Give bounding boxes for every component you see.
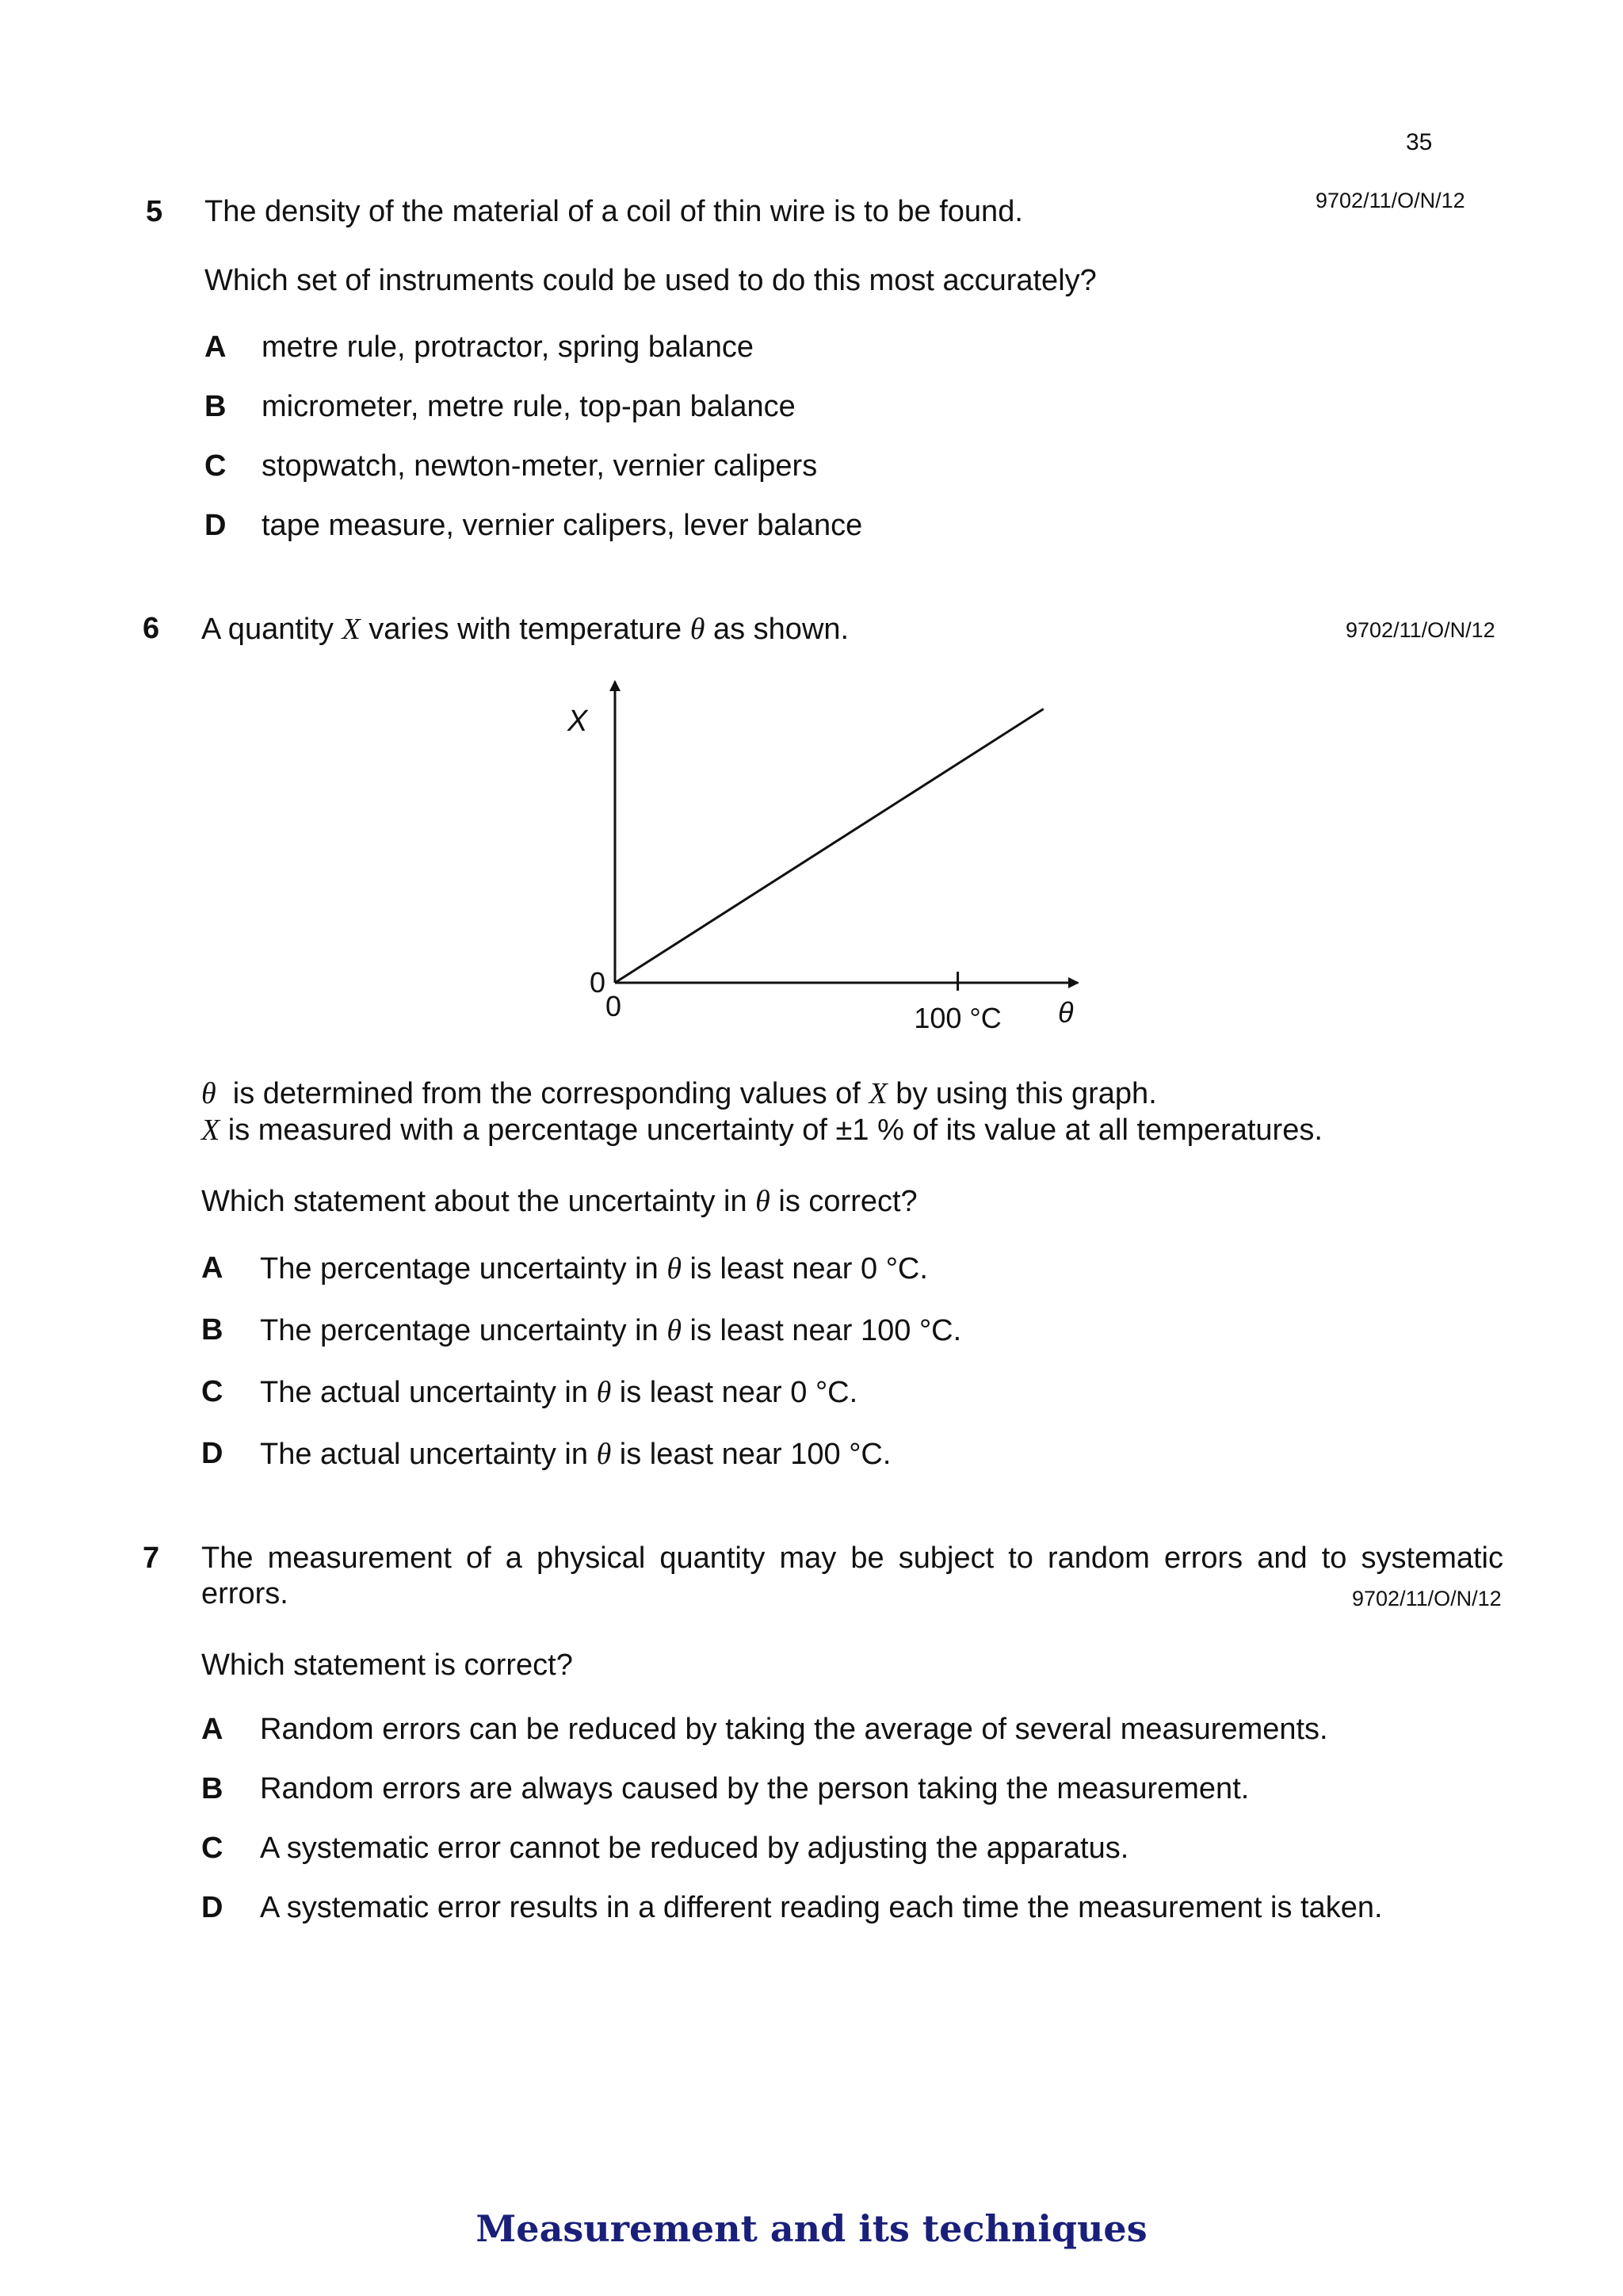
option-text: metre rule, protractor, spring balance: [262, 330, 754, 364]
x-origin-label: 0: [605, 990, 622, 1022]
option-letter: B: [201, 1772, 223, 1805]
option-text: Random errors are always caused by the person taking the measurement.: [260, 1772, 1250, 1805]
question-number: 6: [143, 612, 160, 645]
option-letter: C: [201, 1832, 223, 1865]
question-stem-line-2: errors.: [201, 1577, 288, 1610]
question-prompt: Which set of instruments could be used to do this most accurately?: [204, 264, 1097, 297]
option-letter: B: [204, 390, 227, 423]
y-axis-label: X: [567, 705, 588, 738]
option-letter: A: [201, 1713, 223, 1746]
question-stem: A quantity X varies with temperature θ as shown.: [201, 613, 850, 646]
question-stem-line-1: The measurement of a physical quantity may be subject to random errors and to systematic: [201, 1541, 1503, 1575]
option-text: The actual uncertainty in θ is least near 0 °C.: [260, 1376, 858, 1409]
question-stem: The density of the material of a coil of thin wire is to be found.: [204, 195, 1023, 228]
question-number: 5: [146, 195, 163, 228]
question-prompt: Which statement is correct?: [201, 1648, 573, 1682]
option-letter: C: [204, 449, 227, 483]
chapter-footer: Measurement and its techniques: [475, 2207, 1148, 2250]
x-tick-label: 100 °C: [914, 1002, 1002, 1034]
option-letter: B: [201, 1313, 223, 1347]
page-number: 35: [1406, 129, 1433, 155]
option-text: The percentage uncertainty in θ is least near 100 °C.: [260, 1314, 962, 1347]
option-letter: D: [204, 509, 227, 542]
paper-reference: 9702/11/O/N/12: [1346, 618, 1495, 642]
x-axis-label: θ: [1058, 996, 1074, 1029]
option-text: stopwatch, newton-meter, vernier calipers: [262, 449, 818, 483]
x-theta-graph: [539, 666, 1109, 1046]
option-letter: A: [201, 1251, 223, 1285]
paper-reference: 9702/11/O/N/12: [1316, 189, 1465, 212]
option-text: micrometer, metre rule, top-pan balance: [262, 390, 796, 423]
paper-reference: 9702/11/O/N/12: [1352, 1587, 1502, 1610]
option-text: The actual uncertainty in θ is least near 100 °C.: [260, 1438, 892, 1471]
y-origin-label: 0: [590, 966, 606, 999]
option-text: The percentage uncertainty in θ is least near 0 °C.: [260, 1252, 928, 1286]
info-line-1: θ is determined from the corresponding values of X by using this graph.: [201, 1077, 1157, 1110]
option-text: A systematic error results in a different reading each time the measurement is taken.: [260, 1891, 1383, 1924]
option-text: A systematic error cannot be reduced by adjusting the apparatus.: [260, 1832, 1129, 1865]
info-line-2: X is measured with a percentage uncertainty of ±1 % of its value at all temperatures.: [201, 1114, 1323, 1147]
option-letter: D: [201, 1891, 223, 1924]
option-text: tape measure, vernier calipers, lever balance: [262, 509, 863, 542]
option-letter: D: [201, 1437, 223, 1470]
question-number: 7: [143, 1541, 160, 1575]
data-line: [615, 709, 1044, 983]
question-prompt: Which statement about the uncertainty in θ is correct?: [201, 1185, 918, 1218]
option-text: Random errors can be reduced by taking the average of several measurements.: [260, 1713, 1328, 1746]
option-letter: C: [201, 1375, 223, 1408]
option-letter: A: [204, 330, 227, 364]
